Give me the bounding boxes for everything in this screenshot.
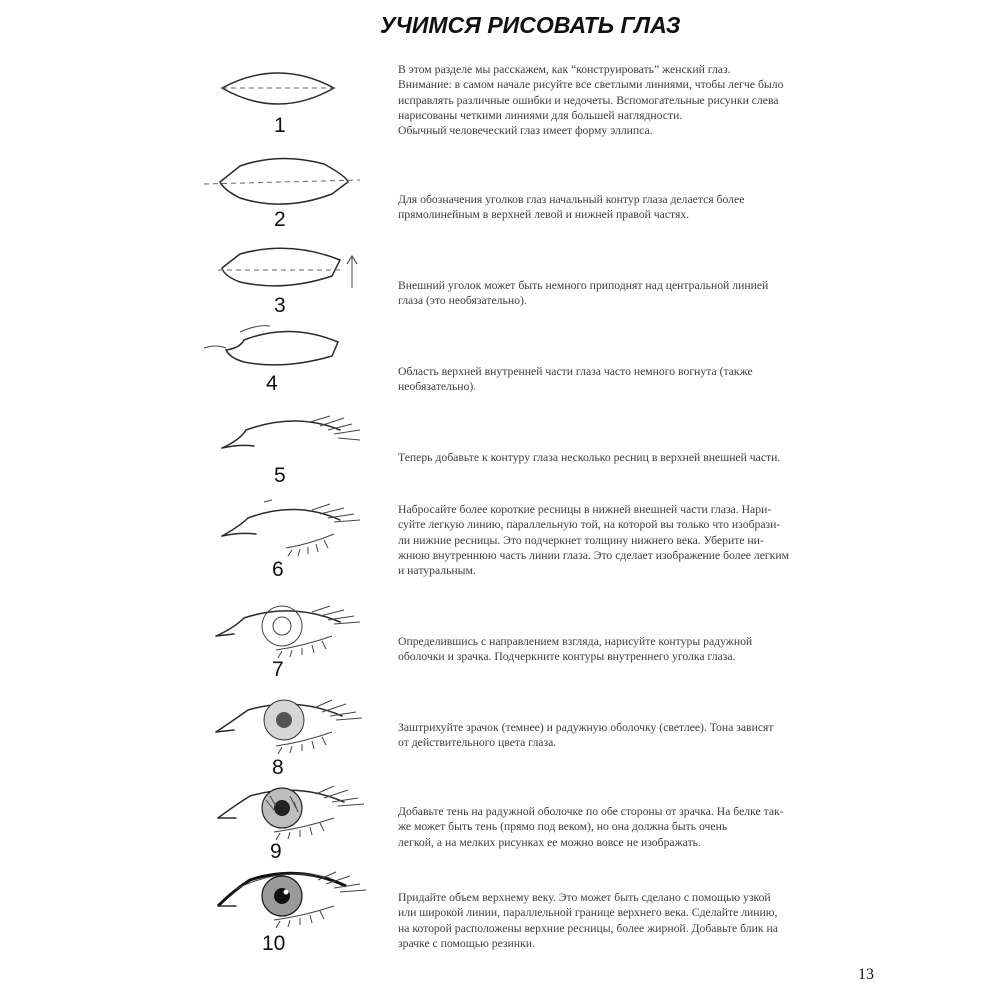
step-number: 7 (272, 658, 284, 681)
step-number: 8 (272, 756, 284, 779)
text-line: глаза (это необязательно). (398, 294, 527, 308)
eye-drawing-step-10 (200, 866, 375, 958)
step-text-5 (398, 450, 868, 465)
text-line: Заштрихуйте зрачок (темнее) и радужную оболочку (светлее). Тона зависят (398, 721, 774, 734)
text-line: на которой расположены верхние ресницы, более жирной. Добавьте блик на (398, 921, 778, 935)
text-line: суйте легкую линию, параллельную той, на которой вы только что изобрази- (398, 518, 781, 532)
step-number: 1 (274, 114, 286, 137)
text-line: прямолинейным в верхней левой и нижней правой частях. (398, 208, 690, 222)
eye-drawing-step-4 (200, 318, 375, 410)
text-line: Теперь добавьте к контуру глаза несколько ресниц в верхней внешней части. (398, 451, 781, 464)
eye-drawing-step-3 (200, 236, 375, 328)
eye-drawing-step-9 (200, 780, 375, 872)
eye-drawing-step-6 (200, 494, 375, 586)
text-line: необязательно). (398, 380, 477, 394)
text-line: легкой, а на мелких рисунках ее можно вовсе не изображать. (398, 835, 701, 849)
text-line: ли нижние ресницы. Это подчеркнет толщину нижнего века. Уберите ни- (398, 533, 764, 547)
step-text-8 (398, 720, 868, 751)
page-title: УЧИМСЯ РИСОВАТЬ ГЛАЗ (380, 12, 681, 38)
text-line: Определившись с направлением взгляда, нарисуйте контуры радужной (398, 635, 753, 648)
step-number: 6 (272, 558, 284, 581)
step-text-1 (398, 62, 868, 138)
eye-drawing-step-1 (200, 62, 375, 154)
step-number: 3 (274, 294, 286, 317)
text-line: Внимание: в самом начале рисуйте все светлыми линиями, чтобы легче было (398, 78, 784, 92)
text-line: Внешний уголок может быть немного приподнят над центральной линией (398, 279, 769, 292)
text-line: от действительного цвета глаза. (398, 736, 557, 750)
step-text-10 (398, 890, 868, 951)
eye-drawing-step-5 (200, 408, 375, 500)
text-line: Для обозначения уголков глаз начальный контур глаза делается более (398, 193, 745, 206)
eye-drawing-step-2 (200, 148, 375, 240)
text-line: или широкой линии, параллельной границе верхнего века. Сделайте линию, (398, 906, 778, 920)
eye-drawing-step-7 (200, 594, 375, 686)
text-line: нарисованы четкими линиями для большей наглядности. (398, 108, 683, 122)
step-number: 5 (274, 464, 286, 487)
step-text-7 (398, 634, 868, 665)
text-line: жнюю внутреннюю часть линии глаза. Это сделает изображение более легким (398, 548, 790, 562)
step-number: 4 (266, 372, 278, 395)
text-line: оболочки и зрачка. Подчеркните контуры внутреннего уголка глаза. (398, 650, 736, 664)
text-line: Обычный человеческий глаз имеет форму эллипса. (398, 124, 653, 138)
step-number: 10 (262, 932, 286, 955)
step-text-2 (398, 192, 868, 223)
text-line: зрачке с помощью резинки. (398, 936, 535, 950)
step-number: 2 (274, 208, 286, 231)
text-line: Область верхней внутренней части глаза часто немного вогнута (также (398, 365, 753, 378)
page-number: 13 (858, 966, 874, 983)
eye-drawing-step-8 (200, 690, 375, 782)
text-line: Набросайте более короткие ресницы в нижней внешней части глаза. Нари- (398, 503, 772, 516)
text-line: же может быть тень (прямо под веком), но она должна быть очень (398, 820, 728, 834)
step-text-6 (398, 502, 868, 578)
text-line: исправлять различные ошибки и недочеты. Вспомогательные рисунки слева (398, 93, 779, 107)
step-text-3 (398, 278, 868, 309)
text-line: Добавьте тень на радужной оболочке по обе стороны от зрачка. На белке так- (398, 805, 784, 818)
text-line: Придайте объем верхнему веку. Это может быть сделано с помощью узкой (398, 891, 771, 904)
step-text-4 (398, 364, 868, 395)
step-text-9 (398, 804, 868, 850)
text-line: и натуральным. (398, 564, 476, 578)
text-line: В этом разделе мы расскажем, как “конструировать” женский глаз. (398, 63, 731, 76)
step-number: 9 (270, 840, 282, 863)
